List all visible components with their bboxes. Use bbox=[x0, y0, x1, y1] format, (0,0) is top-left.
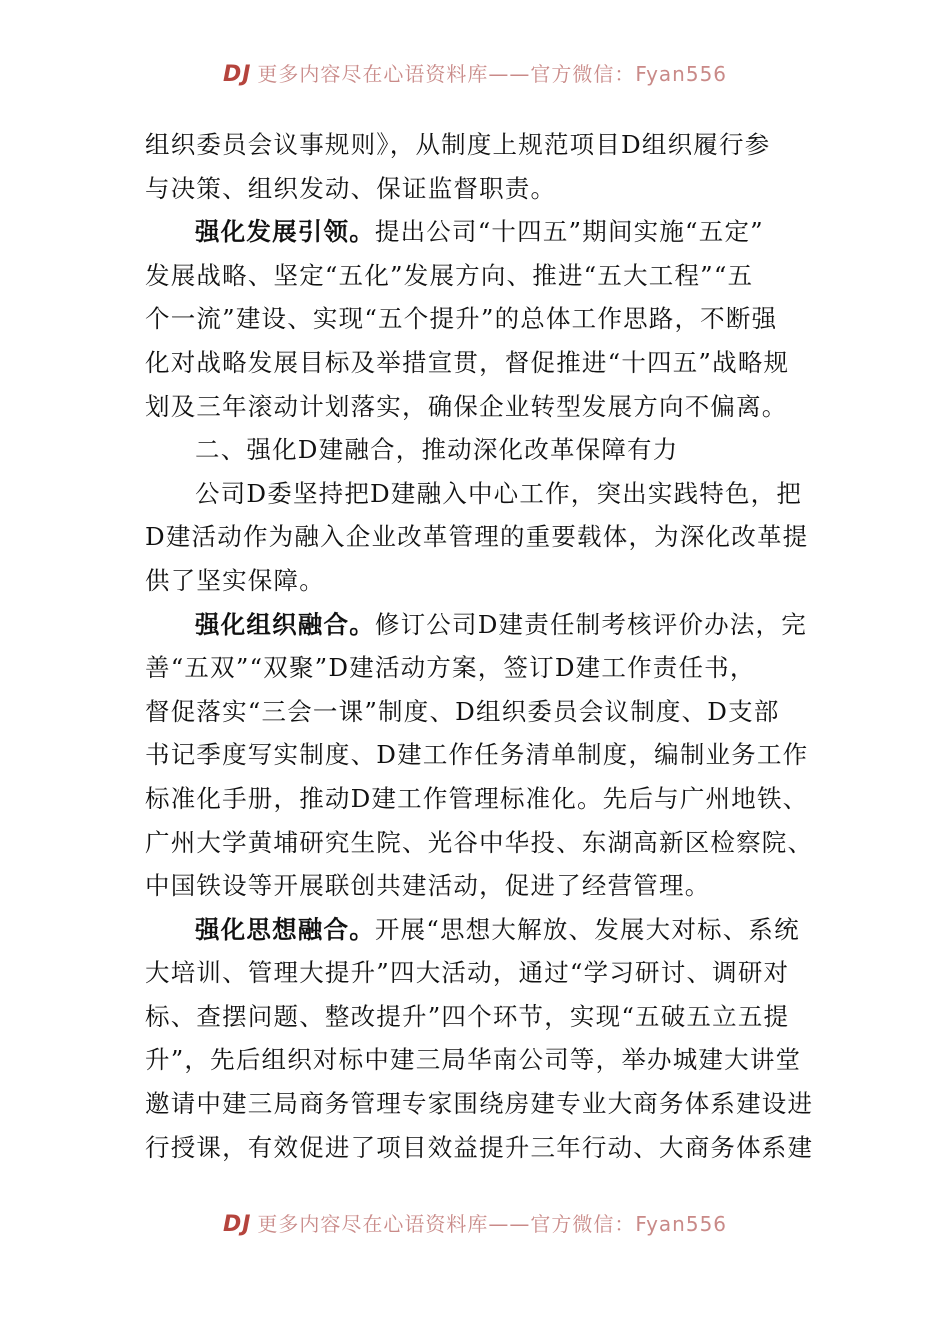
text-line: 划及三年滚动计划落实，确保企业转型发展方向不偏离。 bbox=[145, 391, 788, 421]
bold-lead: 强化思想融合。 bbox=[195, 914, 375, 944]
paragraph-heading-line bbox=[145, 210, 810, 254]
text-run: 提出公司“十四五”期间实施“五定” bbox=[374, 217, 764, 247]
document-body bbox=[145, 123, 814, 1169]
text-line: 标准化手册，推动D建工作管理标准化。先后与广州地铁、 bbox=[145, 783, 809, 813]
text-line: D建活动作为融入企业改革管理的重要载体，为深化改革提 bbox=[145, 522, 809, 552]
text-line: 督促落实“三会一课”制度、D组织委员会议制度、D支部 bbox=[145, 696, 780, 726]
text-line: 升”，先后组织对标中建三局华南公司等，举办城建大讲堂 bbox=[145, 1045, 802, 1075]
watermark-logo-icon: DJ bbox=[222, 62, 252, 87]
text-line: 善“五双”“双聚”D建活动方案，签订D建工作责任书， bbox=[145, 653, 756, 683]
text-line: 个一流”建设、实现“五个提升”的总体工作思路，不断强 bbox=[145, 304, 778, 334]
bold-lead: 强化发展引领。 bbox=[195, 217, 375, 247]
watermark-text: 更多内容尽在心语资料库——官方微信：Fyan556 bbox=[257, 1212, 728, 1236]
text-run: 开展“思想大解放、发展大对标、系统 bbox=[374, 914, 800, 944]
watermark-text: 更多内容尽在心语资料库——官方微信：Fyan556 bbox=[257, 62, 728, 86]
paragraph-heading-line bbox=[145, 908, 810, 952]
text-line: 供了坚实保障。 bbox=[145, 565, 325, 595]
text-line: 书记季度写实制度、D建工作任务清单制度，编制业务工作 bbox=[145, 740, 809, 770]
section-heading: 二、强化D建融合，推动深化改革保障有力 bbox=[195, 435, 679, 465]
header-watermark bbox=[0, 58, 950, 87]
footer-watermark bbox=[0, 1208, 950, 1237]
text-line: 中国铁设等开展联创共建活动，促进了经营管理。 bbox=[145, 871, 711, 901]
text-line: 邀请中建三局商务管理专家围绕房建专业大商务体系建设进 bbox=[145, 1089, 814, 1119]
watermark-logo-icon: DJ bbox=[222, 1212, 252, 1237]
text-line: 公司D委坚持把D建融入中心工作，突出实践特色，把 bbox=[195, 478, 803, 508]
text-line: 广州大学黄埔研究生院、光谷中华投、东湖高新区检察院、 bbox=[145, 827, 814, 857]
text-line: 组织委员会议事规则》，从制度上规范项目D组织履行参 bbox=[145, 130, 771, 159]
text-line: 化对战略发展目标及举措宣贯，督促推进“十四五”战略规 bbox=[145, 347, 790, 377]
text-line: 行授课，有效促进了项目效益提升三年行动、大商务体系建 bbox=[145, 1132, 814, 1162]
text-line: 发展战略、坚定“五化”发展方向、推进“五大工程”“五 bbox=[145, 260, 754, 290]
text-line: 标、查摆问题、整改提升”四个环节，实现“五破五立五提 bbox=[145, 1001, 790, 1031]
text-line: 大培训、管理大提升”四大活动，通过“学习研讨、调研对 bbox=[145, 958, 790, 988]
paragraph-heading-line bbox=[145, 603, 810, 647]
bold-lead: 强化组织融合。 bbox=[195, 609, 375, 639]
text-line: 与决策、组织发动、保证监督职责。 bbox=[145, 173, 557, 203]
text-run: 修订公司D建责任制考核评价办法，完 bbox=[374, 609, 807, 639]
